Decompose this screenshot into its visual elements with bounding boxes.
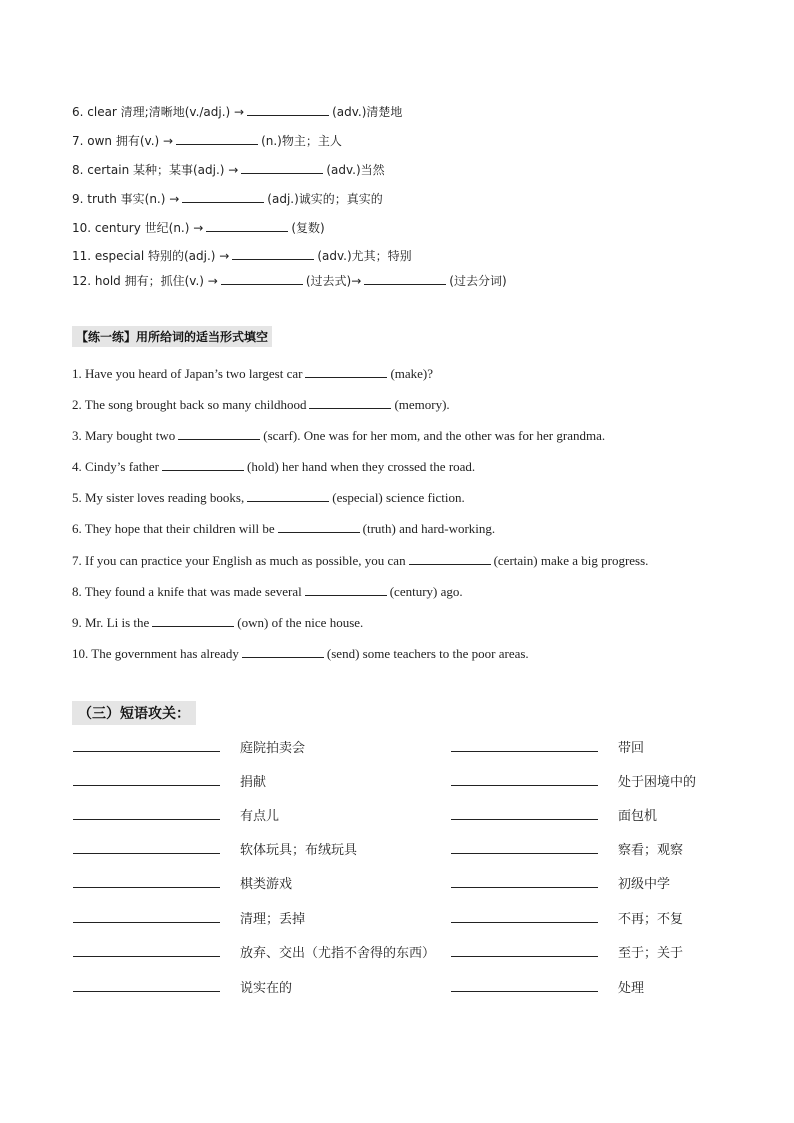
answer-blank[interactable]	[309, 396, 391, 409]
exercise-item	[72, 520, 495, 537]
vocab-item	[72, 219, 325, 236]
phrase-blank[interactable]	[73, 853, 220, 854]
exercise-hint: (century) ago.	[389, 584, 463, 599]
exercise-text: 1. Have you heard of Japan’s two largest car	[72, 366, 303, 381]
practice-section-title: 【练一练】用所给词的适当形式填空	[72, 326, 272, 347]
exercise-hint: (certain) make a big progress.	[493, 553, 649, 568]
phrase-meaning: 面包机	[618, 809, 658, 824]
vocab-item	[72, 190, 383, 207]
vocab-target: (adv.)清楚地	[332, 105, 403, 119]
exercise-hint: (send) some teachers to the poor areas.	[326, 646, 529, 661]
exercise-hint: (hold) her hand when they crossed the road.	[247, 459, 476, 474]
phrase-blank[interactable]	[73, 785, 220, 786]
vocab-prompt: 9. truth 事实(n.) →	[72, 192, 180, 206]
answer-blank[interactable]	[182, 190, 264, 203]
answer-blank[interactable]	[247, 489, 329, 502]
vocab-target: (adj.)诚实的；真实的	[267, 192, 383, 206]
vocab-prompt: 8. certain 某种；某事(adj.) →	[72, 163, 239, 177]
exercise-hint: (especial) science fiction.	[332, 490, 465, 505]
phrase-meaning: 捐献	[240, 775, 267, 790]
exercise-text: 5. My sister loves reading books,	[72, 490, 245, 505]
phrase-blank[interactable]	[73, 922, 220, 923]
vocab-item	[72, 103, 402, 120]
exercise-item	[72, 365, 433, 382]
phrase-blank[interactable]	[451, 887, 598, 888]
phrase-meaning: 说实在的	[240, 981, 293, 996]
vocab-item	[72, 132, 342, 149]
answer-blank[interactable]	[409, 552, 491, 565]
phrase-blank[interactable]	[451, 785, 598, 786]
vocab-target: (过去式)→	[305, 274, 362, 288]
phrase-blank[interactable]	[451, 853, 598, 854]
answer-blank[interactable]	[364, 272, 446, 285]
phrase-blank[interactable]	[451, 956, 598, 957]
exercise-hint: (own) of the nice house.	[237, 615, 364, 630]
phrase-blank[interactable]	[73, 956, 220, 957]
exercise-item	[72, 427, 605, 444]
exercise-text: 10. The government has already	[72, 646, 239, 661]
exercise-text: 2. The song brought back so many childhood	[72, 397, 307, 412]
vocab-item	[72, 161, 385, 178]
exercise-text: 6. They hope that their children will be	[72, 521, 275, 536]
vocab-target: (n.)物主；主人	[261, 134, 342, 148]
answer-blank[interactable]	[305, 365, 387, 378]
phrase-blank[interactable]	[73, 751, 220, 752]
answer-blank[interactable]	[176, 132, 258, 145]
phrase-meaning: 庭院拍卖会	[240, 741, 306, 756]
answer-blank[interactable]	[241, 161, 323, 174]
phrase-blank[interactable]	[73, 887, 220, 888]
phrase-meaning: 处理	[618, 981, 645, 996]
vocab-prompt: 7. own 拥有(v.) →	[72, 134, 174, 148]
exercise-hint: (memory).	[394, 397, 450, 412]
phrase-meaning: 放弃、交出（尤指不舍得的东西）	[240, 946, 436, 961]
vocab-prompt: 6. clear 清理;清晰地(v./adj.) →	[72, 105, 245, 119]
answer-blank[interactable]	[278, 520, 360, 533]
answer-blank[interactable]	[221, 272, 303, 285]
phrase-meaning: 清理；丢掉	[240, 912, 306, 927]
vocab-item	[72, 272, 507, 289]
exercise-hint: (make)?	[390, 366, 434, 381]
phrase-meaning: 有点儿	[240, 809, 280, 824]
vocab-prompt: 10. century 世纪(n.) →	[72, 221, 204, 235]
phrase-meaning: 不再；不复	[618, 912, 684, 927]
answer-blank[interactable]	[152, 614, 234, 627]
answer-blank[interactable]	[247, 103, 329, 116]
phrase-blank[interactable]	[451, 751, 598, 752]
exercise-item	[72, 583, 463, 600]
phrase-meaning: 带回	[618, 741, 645, 756]
vocab-prompt: 11. especial 特别的(adj.) →	[72, 249, 230, 263]
phrase-blank[interactable]	[73, 991, 220, 992]
answer-blank[interactable]	[206, 219, 288, 232]
exercise-text: 9. Mr. Li is the	[72, 615, 150, 630]
exercise-text: 7. If you can practice your English as much as possible, you can	[72, 553, 406, 568]
exercise-item	[72, 614, 363, 631]
phrase-blank[interactable]	[451, 922, 598, 923]
answer-blank[interactable]	[232, 247, 314, 260]
phrase-meaning: 察看；观察	[618, 843, 684, 858]
phrase-meaning: 至于；关于	[618, 946, 684, 961]
exercise-item	[72, 645, 529, 662]
vocab-target: (adv.)尤其；特别	[317, 249, 412, 263]
exercise-item	[72, 489, 465, 506]
phrase-meaning: 处于困境中的	[618, 775, 697, 790]
answer-blank[interactable]	[305, 583, 387, 596]
phrase-blank[interactable]	[451, 991, 598, 992]
exercise-text: 3. Mary bought two	[72, 428, 176, 443]
exercise-text: 4. Cindy’s father	[72, 459, 160, 474]
vocab-target: (adv.)当然	[326, 163, 385, 177]
phrases-section-title: （三）短语攻关：	[72, 701, 196, 725]
vocab-item	[72, 247, 412, 264]
exercise-hint: (scarf). One was for her mom, and the other was for her grandma.	[263, 428, 606, 443]
exercise-text: 8. They found a knife that was made several	[72, 584, 302, 599]
phrase-meaning: 软体玩具；布绒玩具	[240, 843, 358, 858]
exercise-hint: (truth) and hard-working.	[362, 521, 496, 536]
phrase-blank[interactable]	[73, 819, 220, 820]
phrase-blank[interactable]	[451, 819, 598, 820]
answer-blank[interactable]	[242, 645, 324, 658]
answer-blank[interactable]	[162, 458, 244, 471]
answer-blank[interactable]	[178, 427, 260, 440]
exercise-item	[72, 458, 475, 475]
vocab-prompt: 12. hold 拥有；抓住(v.) →	[72, 274, 218, 288]
vocab-target: (复数)	[291, 221, 325, 235]
vocab-target: (过去分词)	[449, 274, 507, 288]
exercise-item	[72, 396, 450, 413]
exercise-item	[72, 552, 648, 569]
phrase-meaning: 初级中学	[618, 877, 671, 892]
phrase-meaning: 棋类游戏	[240, 877, 293, 892]
